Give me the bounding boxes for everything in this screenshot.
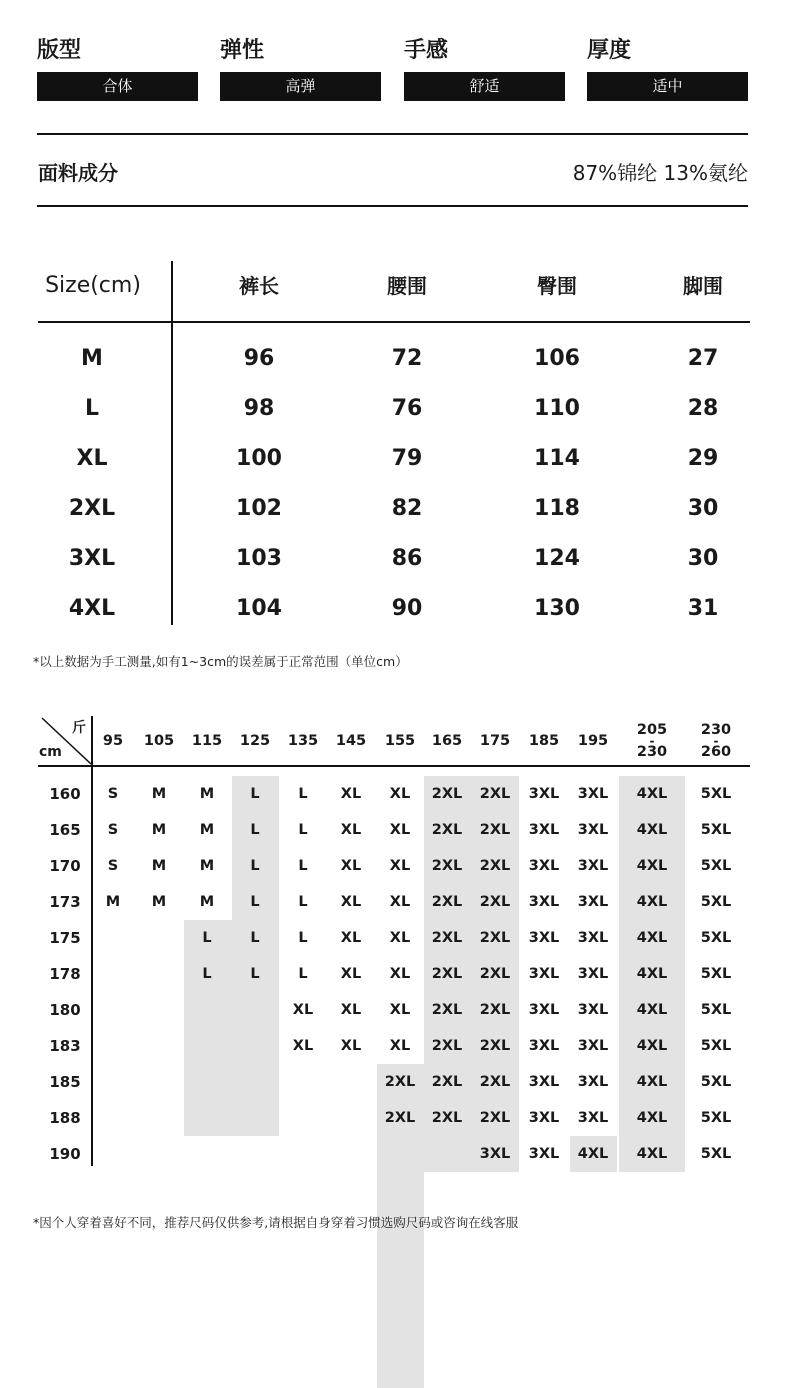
weight-header-top: 195 [577,733,609,749]
size-value: 118 [534,496,580,521]
size-cell: 3XL [577,966,609,982]
size-cell: L [202,966,212,982]
table-row [0,334,790,384]
size-cell: 3XL [528,822,560,838]
size-cell: 4XL [636,1074,668,1090]
size-cell: 2XL [431,1110,463,1126]
size-value: 124 [534,546,580,571]
size-cell: 2XL [479,822,511,838]
recommend-note: *因个人穿着喜好不同，推荐尺码仅供参考,请根据自身穿着习惯选购尺码或咨询在线客服 [33,1215,519,1230]
size-cell: M [199,894,215,910]
size-cell: M [105,894,121,910]
size-cell: 2XL [431,822,463,838]
size-cell: S [107,858,119,874]
size-cell: 5XL [700,894,732,910]
size-cell: 3XL [528,1074,560,1090]
size-cell: 4XL [636,1038,668,1054]
size-cell: 5XL [700,1074,732,1090]
size-cell: XL [340,1038,362,1054]
size-label: 2XL [68,496,116,521]
size-cell: XL [389,966,411,982]
size-cell: 2XL [479,930,511,946]
size-cell: M [151,822,167,838]
grid-row [0,884,790,920]
size-cell: XL [389,822,411,838]
size-cell: 2XL [431,894,463,910]
divider [37,205,748,207]
size-value: 110 [534,396,580,421]
size-cell: 5XL [700,822,732,838]
attr-value: 适中 [587,72,748,101]
size-cell: XL [340,858,362,874]
size-cell: S [107,786,119,802]
size-value: 104 [236,596,282,621]
size-value: 114 [534,446,580,471]
grid-row [0,956,790,992]
measure-note: *以上数据为手工测量,如有1~3cm的误差属于正常范围（单位cm） [33,654,408,669]
size-cell: L [298,858,308,874]
size-cell: L [250,822,260,838]
size-cell: 2XL [431,786,463,802]
height-label: 165 [49,821,81,839]
weight-header-top: 105 [143,733,175,749]
size-cell: 3XL [528,858,560,874]
size-cell: 2XL [479,1002,511,1018]
height-label: 190 [49,1145,81,1163]
size-cell: 4XL [636,822,668,838]
size-cell: 4XL [636,1110,668,1126]
grid-row [0,776,790,812]
weight-header-top: 125 [239,733,271,749]
size-cell: 3XL [528,786,560,802]
size-cell: S [107,822,119,838]
size-header: Size(cm) [45,273,141,298]
size-value: 103 [236,546,282,571]
size-cell: 5XL [700,930,732,946]
attr-title: 厚度 [587,38,632,63]
size-cell: XL [340,930,362,946]
size-cell: M [199,858,215,874]
size-cell: 2XL [431,858,463,874]
size-value: 130 [534,596,580,621]
size-cell: L [250,786,260,802]
size-value: 29 [687,446,719,471]
weight-header-top: 135 [287,733,319,749]
grid-row [0,1028,790,1064]
size-cell: L [250,894,260,910]
size-cell: 2XL [479,786,511,802]
weight-header [694,718,738,764]
grid-row [0,992,790,1028]
size-label: 4XL [68,596,116,621]
height-label: 188 [49,1109,81,1127]
size-cell: XL [389,930,411,946]
height-label: 170 [49,857,81,875]
weight-header [630,718,674,764]
size-cell: 2XL [431,930,463,946]
size-cell: 3XL [577,1110,609,1126]
weight-header-top: 165 [431,733,463,749]
size-cell: 2XL [479,894,511,910]
weight-header [425,718,469,764]
size-cell: 5XL [700,858,732,874]
table-row [0,434,790,484]
size-cell: 3XL [577,1002,609,1018]
weight-header [571,718,615,764]
fabric-label: 面料成分 [38,161,118,185]
size-cell: 2XL [479,966,511,982]
size-cell: 2XL [431,966,463,982]
size-value: 76 [391,396,423,421]
attr-title: 版型 [37,38,82,63]
weight-header-top: 185 [528,733,560,749]
weight-header-bottom: 230 [636,744,668,760]
size-cell: 3XL [528,1038,560,1054]
size-cell: L [202,930,212,946]
size-cell: L [298,822,308,838]
size-cell: 3XL [577,858,609,874]
table-row [0,484,790,534]
height-label: 160 [49,785,81,803]
table-row [0,534,790,584]
grid-row [0,812,790,848]
size-cell: 4XL [636,1146,668,1162]
size-cell: 3XL [528,1110,560,1126]
size-value: 28 [687,396,719,421]
size-cell: L [250,930,260,946]
size-cell: 5XL [700,1002,732,1018]
size-cell: XL [340,894,362,910]
height-label: 180 [49,1001,81,1019]
size-cell: M [151,786,167,802]
size-value: 72 [391,346,423,371]
size-header: 臀围 [537,274,577,298]
size-cell: 3XL [577,786,609,802]
size-cell: 2XL [479,1110,511,1126]
size-cell: 2XL [384,1074,416,1090]
grid-row [0,848,790,884]
size-value: 27 [687,346,719,371]
size-cell: 4XL [636,786,668,802]
size-cell: 4XL [577,1146,609,1162]
table-row [0,384,790,434]
attr-feel [404,36,565,101]
size-cell: M [199,822,215,838]
weight-header [233,718,277,764]
weight-header-top: 115 [191,733,223,749]
weight-header [473,718,517,764]
size-cell: 3XL [528,1002,560,1018]
table-row [0,584,790,634]
weight-header-top: 145 [335,733,367,749]
weight-header [281,718,325,764]
divider [37,133,748,135]
size-cell: 3XL [528,894,560,910]
attr-title: 弹性 [220,38,265,63]
table-divider [38,321,750,323]
weight-header [91,718,135,764]
size-cell: 3XL [528,930,560,946]
size-cell: XL [340,822,362,838]
weight-header-top: 230 [700,722,732,738]
size-cell: 3XL [528,1146,560,1162]
size-cell: L [298,786,308,802]
size-value: 82 [391,496,423,521]
size-cell: 3XL [479,1146,511,1162]
size-cell: M [151,858,167,874]
size-cell: XL [292,1038,314,1054]
size-cell: XL [389,894,411,910]
size-cell: 4XL [636,1002,668,1018]
grid-row [0,1064,790,1100]
size-cell: L [298,966,308,982]
grid-row [0,1136,790,1172]
weight-header-top: 155 [384,733,416,749]
size-cell: 3XL [577,894,609,910]
height-label: 173 [49,893,81,911]
size-value: 96 [243,346,275,371]
fabric-value: 87%锦纶 13%氨纶 [572,161,748,185]
size-label: L [84,396,100,421]
attr-title: 手感 [404,38,449,63]
weight-unit-label: 斤 [72,720,86,736]
size-cell: 3XL [528,966,560,982]
range-dash: - [713,734,719,748]
size-cell: 2XL [431,1038,463,1054]
size-cell: XL [389,786,411,802]
weight-header [522,718,566,764]
size-cell: XL [389,1002,411,1018]
size-cell: L [298,930,308,946]
size-cell: 5XL [700,1146,732,1162]
height-label: 183 [49,1037,81,1055]
size-header: 腰围 [387,274,427,298]
size-cell: 2XL [479,1038,511,1054]
range-dash: - [649,734,655,748]
size-cell: 3XL [577,1074,609,1090]
size-value: 98 [243,396,275,421]
size-cell: 2XL [384,1110,416,1126]
weight-header-top: 175 [479,733,511,749]
size-value: 79 [391,446,423,471]
size-cell: 4XL [636,930,668,946]
size-cell: M [199,786,215,802]
size-cell: 2XL [431,1074,463,1090]
size-label: XL [76,446,108,471]
height-label: 175 [49,929,81,947]
size-cell: M [151,894,167,910]
height-label: 185 [49,1073,81,1091]
size-cell: L [250,858,260,874]
size-cell: 4XL [636,966,668,982]
weight-header-bottom: 260 [700,744,732,760]
attr-value: 高弹 [220,72,381,101]
height-label: 178 [49,965,81,983]
size-cell: XL [292,1002,314,1018]
size-cell: 4XL [636,894,668,910]
weight-header-top: 205 [636,722,668,738]
attr-fit [37,36,198,101]
attr-elasticity [220,36,381,101]
size-value: 100 [236,446,282,471]
size-value: 31 [687,596,719,621]
size-cell: 3XL [577,1038,609,1054]
size-cell: 2XL [479,858,511,874]
size-cell: 2XL [431,1002,463,1018]
size-cell: XL [340,786,362,802]
size-cell: 3XL [577,930,609,946]
size-cell: 4XL [636,858,668,874]
size-cell: 5XL [700,1038,732,1054]
size-label: M [81,346,103,371]
size-cell: 3XL [577,822,609,838]
weight-header [137,718,181,764]
grid-row [0,920,790,956]
size-header: 裤长 [239,274,279,298]
attr-value: 舒适 [404,72,565,101]
grid-row [0,1100,790,1136]
size-header: 脚围 [683,274,723,298]
grid-divider [38,765,750,767]
size-cell: 5XL [700,966,732,982]
size-cell: 2XL [479,1074,511,1090]
size-label: 3XL [68,546,116,571]
size-cell: 5XL [700,1110,732,1126]
weight-header-top: 95 [102,733,124,749]
weight-header [329,718,373,764]
size-value: 102 [236,496,282,521]
size-cell: L [250,966,260,982]
size-value: 86 [391,546,423,571]
size-value: 90 [391,596,423,621]
attr-thickness [587,36,748,101]
size-cell: XL [389,1038,411,1054]
size-cell: 5XL [700,786,732,802]
weight-header [378,718,422,764]
weight-header [185,718,229,764]
size-value: 30 [687,546,719,571]
size-cell: XL [389,858,411,874]
attr-value: 合体 [37,72,198,101]
size-value: 30 [687,496,719,521]
size-cell: XL [340,966,362,982]
size-cell: L [298,894,308,910]
size-value: 106 [534,346,580,371]
size-cell: XL [340,1002,362,1018]
height-unit-label: cm [39,744,62,760]
